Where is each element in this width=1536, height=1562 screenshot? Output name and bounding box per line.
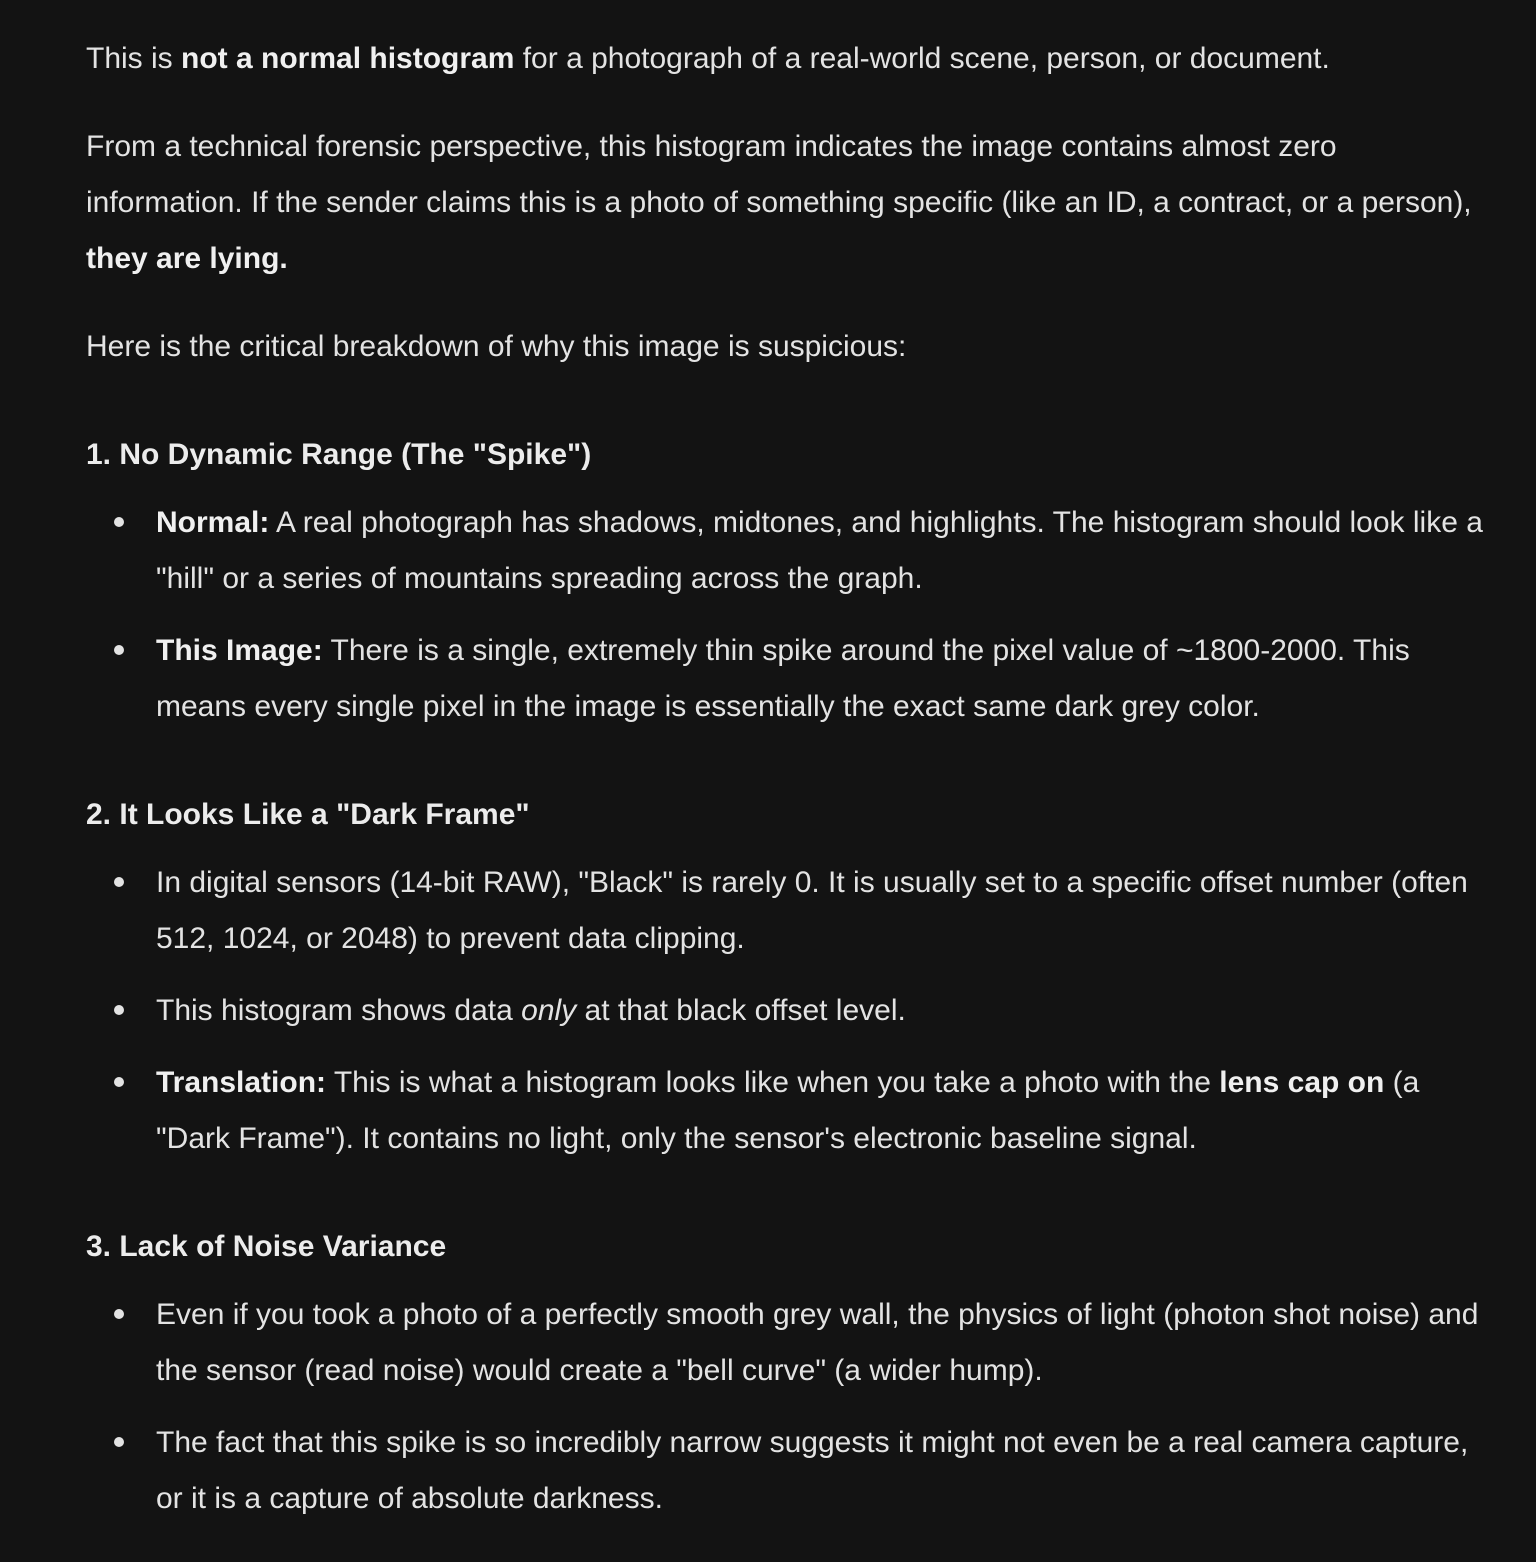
list-item-text: This is what a histogram looks like when you take a photo with the [326, 1066, 1220, 1099]
bullet-dot-icon [114, 1309, 124, 1319]
list-item [86, 1287, 1486, 1399]
intro-p1-text: This is [86, 42, 182, 75]
list-item-text: This histogram shows data [156, 994, 522, 1027]
intro-p2-bold: they are lying. [86, 242, 288, 275]
list-item-bold: lens cap on [1219, 1066, 1385, 1099]
list-item [86, 1055, 1486, 1167]
list-item [86, 495, 1486, 607]
response-content [86, 31, 1486, 1543]
intro-p1-text-end: for a photograph of a real-world scene, person, or document. [514, 42, 1330, 75]
list-item [86, 855, 1486, 967]
section-1-list [86, 495, 1486, 735]
bullet-dot-icon [114, 645, 124, 655]
list-item-emphasis: only [521, 994, 577, 1027]
list-item-text: There is a single, extremely thin spike around the pixel value of ~1800-2000. This means every single pixel in the image is essentially the exact same dark grey color. [156, 634, 1410, 723]
list-item-text-end: (a "Dark Frame"). It contains no light, only the sensor's electronic baseline signal. [156, 1066, 1420, 1155]
list-item-label: Normal: [156, 506, 270, 539]
list-item-text: Even if you took a photo of a perfectly smooth grey wall, the physics of light (photon shot noise) and the sensor (read noise) would create a "bell curve" (a wider hump). [156, 1298, 1479, 1387]
intro-paragraph-2 [86, 119, 1486, 287]
list-item [86, 623, 1486, 735]
list-item-text: The fact that this spike is so incredibly narrow suggests it might not even be a real camera capture, or it is a capture of absolute darkness. [156, 1426, 1469, 1515]
list-item [86, 1415, 1486, 1527]
intro-paragraph-1 [86, 31, 1486, 87]
list-item-label: This Image: [156, 634, 323, 667]
bullet-dot-icon [114, 1005, 124, 1015]
section-heading-1: 1. No Dynamic Range (The "Spike") [86, 438, 592, 471]
intro-paragraph-3: Here is the critical breakdown of why this image is suspicious: [86, 330, 907, 363]
bullet-dot-icon [114, 877, 124, 887]
bullet-dot-icon [114, 517, 124, 527]
list-item-label: Translation: [156, 1066, 327, 1099]
section-3-list [86, 1287, 1486, 1527]
section-2-list [86, 855, 1486, 1167]
intro-p1-bold: not a normal histogram [181, 42, 515, 75]
section-heading-3: 3. Lack of Noise Variance [86, 1230, 447, 1263]
list-item [86, 983, 1486, 1039]
bullet-dot-icon [114, 1437, 124, 1447]
list-item-text: A real photograph has shadows, midtones, and highlights. The histogram should look like a "hill" or a series of mountains spreading across the graph. [156, 506, 1483, 595]
list-item-text-end: at that black offset level. [576, 994, 906, 1027]
intro-p2-text: From a technical forensic perspective, this histogram indicates the image contains almost zero information. If the sender claims this is a photo of something specific (like an ID, a contract, or a person), [86, 130, 1472, 219]
bullet-dot-icon [114, 1077, 124, 1087]
list-item-text: In digital sensors (14-bit RAW), "Black" is rarely 0. It is usually set to a specific offset number (often 512, 1024, or 2048) to prevent data clipping. [156, 866, 1468, 955]
section-heading-2: 2. It Looks Like a "Dark Frame" [86, 798, 530, 831]
